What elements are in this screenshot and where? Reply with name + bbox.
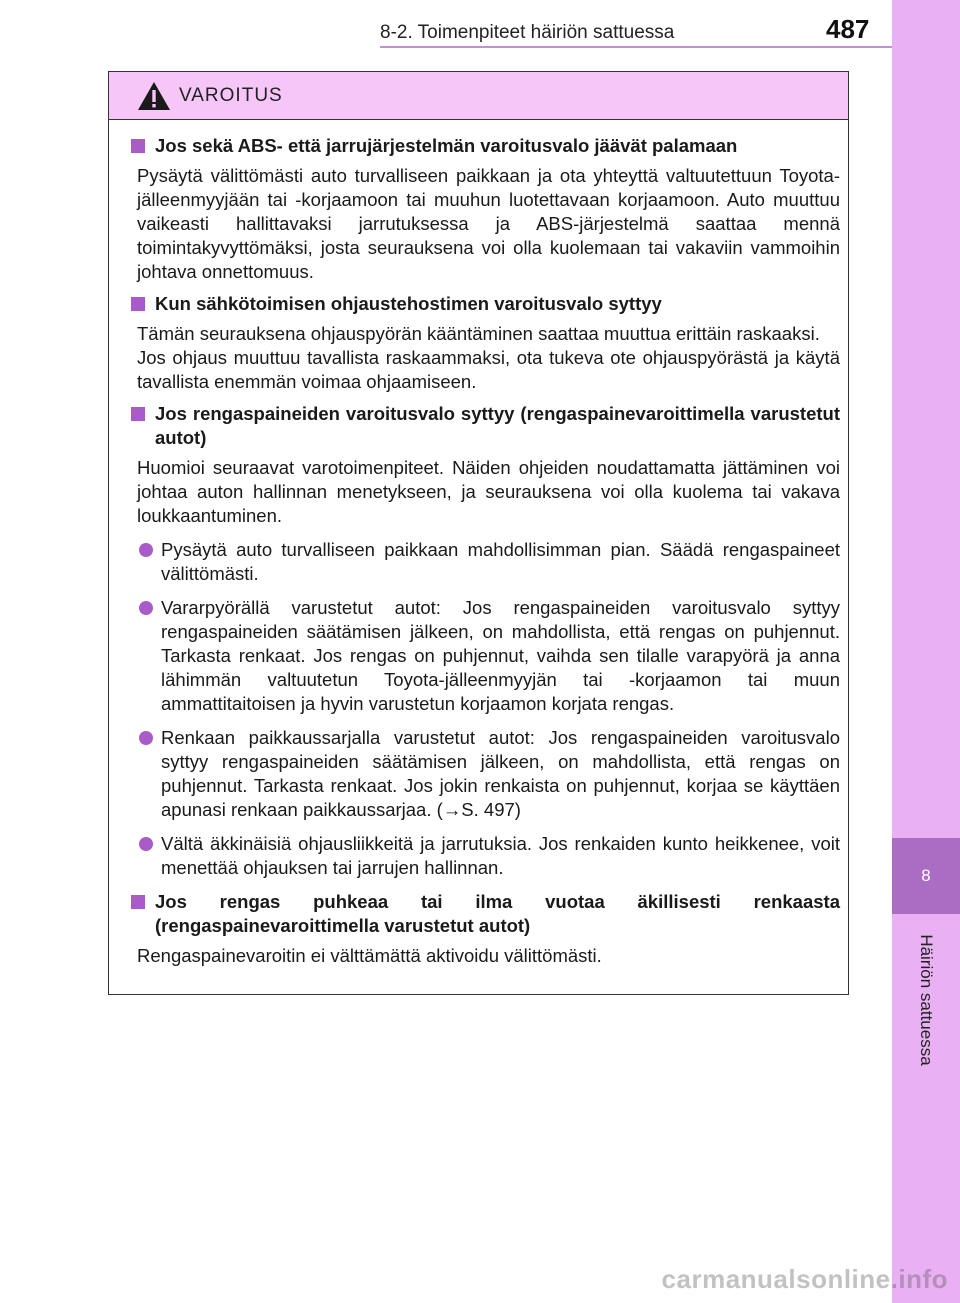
list-item: Vararpyörällä varustetut autot: Jos rengaspaineiden varoitusvalo syttyy rengaspaineiden säätämisen jälkeen, on mahdollista, että rengas on puhjennut. Tarkasta renkaat. Jos rengas on puhjennut, vaihda sen tilalle varapyörä ja anna lähimmän valtuutetun Toyota-jälleenmyyjän tai -korjaamon tai muun ammattitaitoisen ja hyvin varustetun korjaamon korjata rengas. [131, 596, 840, 716]
section-title: 8-2. Toimenpiteet häiriön sattuessa [380, 22, 675, 43]
section-paragraph: Rengaspainevaroitin ei välttämättä aktivoidu välittömästi. [137, 945, 602, 966]
section-paragraph: Tämän seurauksena ohjauspyörän kääntäminen saattaa muuttua erittäin raskaaksi. [137, 323, 820, 344]
chapter-number-box [892, 838, 960, 914]
round-bullet-icon [139, 731, 153, 745]
section-paragraph: Huomioi seuraavat varotoimenpiteet. Näiden ohjeiden noudattamatta jättäminen voi johtaa auton hallinnan menetykseen, ja seurauksena voi olla kuolema tai vakava loukkaantuminen. [137, 457, 840, 526]
square-bullet-icon [131, 895, 145, 909]
watermark: carmanualsonline.info [661, 1264, 948, 1294]
section-heading: Jos sekä ABS- että jarrujärjestelmän varoitusvalo jäävät palamaan [131, 134, 840, 158]
page-number: 487 [826, 14, 870, 44]
round-bullet-icon [139, 837, 153, 851]
warning-triangle-icon [137, 81, 171, 111]
list-item: Renkaan paikkaussarjalla varustetut autot: Jos rengaspaineiden varoitusvalo syttyy rengaspaineiden säätämisen jälkeen, on mahdollista, että rengas on puhjennut. Tarkasta renkaat. Jos jokin renkaista on puhjennut, korjaa se käyttäen apunasi renkaan paikkaussarjaa. (→S. 497) [131, 726, 840, 822]
section-heading: Jos rengas puhkeaa tai ilma vuotaa äkillisesti renkaasta (rengaspainevaroittimella varustetut autot) [131, 890, 840, 938]
warning-content [109, 120, 848, 968]
square-bullet-icon [131, 139, 145, 153]
list-item: Vältä äkkinäisiä ohjausliikkeitä ja jarrutuksia. Jos renkaiden kunto heikkenee, voit menettää ohjauksen tai jarrujen hallinnan. [131, 832, 840, 880]
round-bullet-icon [139, 601, 153, 615]
chapter-side-tab [892, 0, 960, 1303]
section-paragraph: Jos ohjaus muuttuu tavallista raskaammaksi, ota tukeva ote ohjauspyörästä ja käytä tavallista enemmän voimaa ohjaamiseen. [137, 347, 840, 392]
warning-section-power-steering [131, 292, 840, 394]
warning-section-tire-pressure [131, 402, 840, 880]
square-bullet-icon [131, 297, 145, 311]
warning-section-abs [131, 134, 840, 284]
warning-title: VAROITUS [179, 84, 283, 106]
warning-section-puncture [131, 890, 840, 968]
warning-header [109, 72, 848, 120]
round-bullet-icon [139, 543, 153, 557]
square-bullet-icon [131, 407, 145, 421]
header-divider [380, 46, 892, 48]
section-heading: Kun sähkötoimisen ohjaustehostimen varoitusvalo syttyy [131, 292, 840, 316]
section-heading: Jos rengaspaineiden varoitusvalo syttyy (rengaspainevaroittimella varustetut autot) [131, 402, 840, 450]
chapter-side-label: Häiriön sattuessa [917, 934, 936, 1066]
section-paragraph: Pysäytä välittömästi auto turvalliseen paikkaan ja ota yhteyttä valtuutettuun Toyota-jälleenmyyjään tai -korjaamoon tai muuhun luotettavaan korjaamoon. Auto muuttuu vaikeasti hallittavaksi jarrutuksessa ja ABS-järjestelmä saattaa mennä toimintakyvyttömäksi, josta seurauksena voi olla kuolemaan tai vakaviin vammoihin johtava onnettomuus. [137, 165, 840, 282]
list-item: Pysäytä auto turvalliseen paikkaan mahdollisimman pian. Säädä rengaspaineet välittömästi. [131, 538, 840, 586]
warning-box [108, 71, 849, 995]
chapter-number: 8 [921, 866, 931, 885]
